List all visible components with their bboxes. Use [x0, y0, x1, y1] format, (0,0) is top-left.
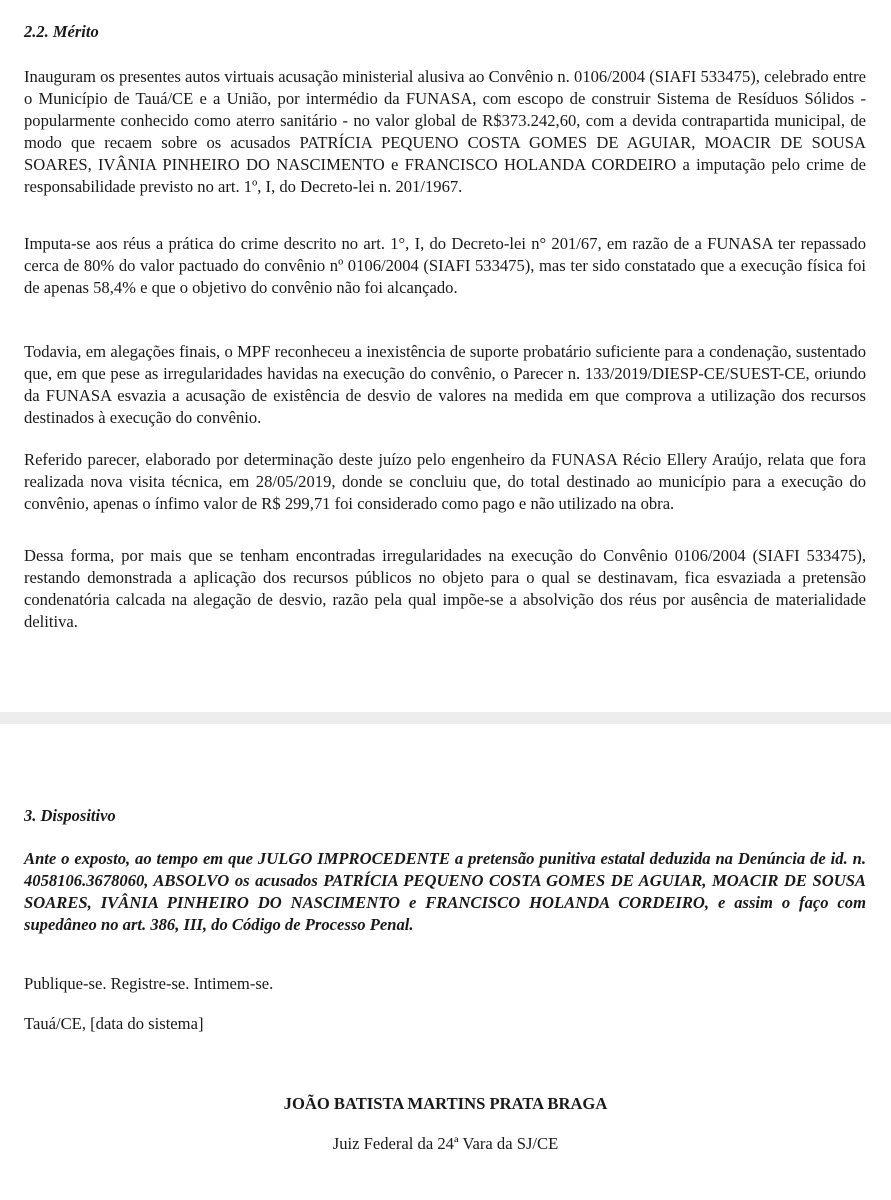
paragraph-5: Dessa forma, por mais que se tenham encontradas irregularidades na execução do Convênio 0106/2004 (SIAFI 533475), restando demonstrada a aplicação dos recursos públicos no objeto para o qual se destinavam, fica esvaziada a pretensão condenatória calcada na alegação de desvio, razão pela qual impõe-se a absolvição dos réus por ausência de materialidade delitiva.	[24, 546, 866, 631]
place-date-line: Tauá/CE, [data do sistema]	[24, 1014, 204, 1033]
publish-line: Publique-se. Registre-se. Intimem-se.	[24, 974, 274, 993]
judge-name: JOÃO BATISTA MARTINS PRATA BRAGA	[283, 1094, 608, 1113]
judge-role: Juiz Federal da 24ª Vara da SJ/CE	[332, 1134, 559, 1153]
section-heading-merito: 2.2. Mérito	[24, 22, 99, 41]
paragraph-1: Inauguram os presentes autos virtuais acusação ministerial alusiva ao Convênio n. 0106/2004 (SIAFI 533475), celebrado entre o Município de Tauá/CE e a União, por intermédio da FUNASA, com escopo de construir Sistema de Resíduos Sólidos - popularmente conhecido como aterro sanitário - no valor global de R$373.242,60, com a devida contrapartida municipal, de modo que recaem sobre os acusados PATRÍCIA PEQUENO COSTA GOMES DE AGUIAR, MOACIR DE SOUSA SOARES, IVÂNIA PINHEIRO DO NASCIMENTO e FRANCISCO HOLANDA CORDEIRO a imputação pelo crime de responsabilidade previsto no art. 1º, I, do Decreto-lei n. 201/1967.	[24, 67, 866, 196]
ruling-paragraph: Ante o exposto, ao tempo em que JULGO IMPROCEDENTE a pretensão punitiva estatal deduzida na Denúncia de id. n. 4058106.3678060, ABSOLVO os acusados PATRÍCIA PEQUENO COSTA GOMES DE AGUIAR, MOACIR DE SOUSA SOARES, IVÂNIA PINHEIRO DO NASCIMENTO e FRANCISCO HOLANDA CORDEIRO, e assim o faço com supedâneo no art. 386, III, do Código de Processo Penal.	[24, 849, 866, 934]
section-heading-dispositivo: 3. Dispositivo	[24, 806, 116, 825]
paragraph-2: Imputa-se aos réus a prática do crime descrito no art. 1°, I, do Decreto-lei n° 201/67, em razão de a FUNASA ter repassado cerca de 80% do valor pactuado do convênio nº 0106/2004 (SIAFI 533475), mas ter sido constatado que a execução física foi de apenas 58,4% e que o objetivo do convênio não foi alcançado.	[24, 234, 866, 297]
page-separator	[0, 712, 891, 724]
paragraph-3: Todavia, em alegações finais, o MPF reconheceu a inexistência de suporte probatário suficiente para a condenação, sustentado que, em que pese as irregularidades havidas na execução do convênio, o Parecer n. 133/2019/DIESP-CE/SUEST-CE, oriundo da FUNASA esvazia a acusação de existência de desvio de valores na medida em que comprova a utilização dos recursos destinados à execução do convênio.	[24, 342, 866, 427]
document-page-2	[0, 724, 891, 1200]
paragraph-4: Referido parecer, elaborado por determinação deste juízo pelo engenheiro da FUNASA Récio Ellery Araújo, relata que fora realizada nova visita técnica, em 28/05/2019, donde se concluiu que, do total destinado ao município para a execução do convênio, apenas o ínfimo valor de R$ 299,71 foi considerado como pago e não utilizado na obra.	[24, 450, 866, 513]
